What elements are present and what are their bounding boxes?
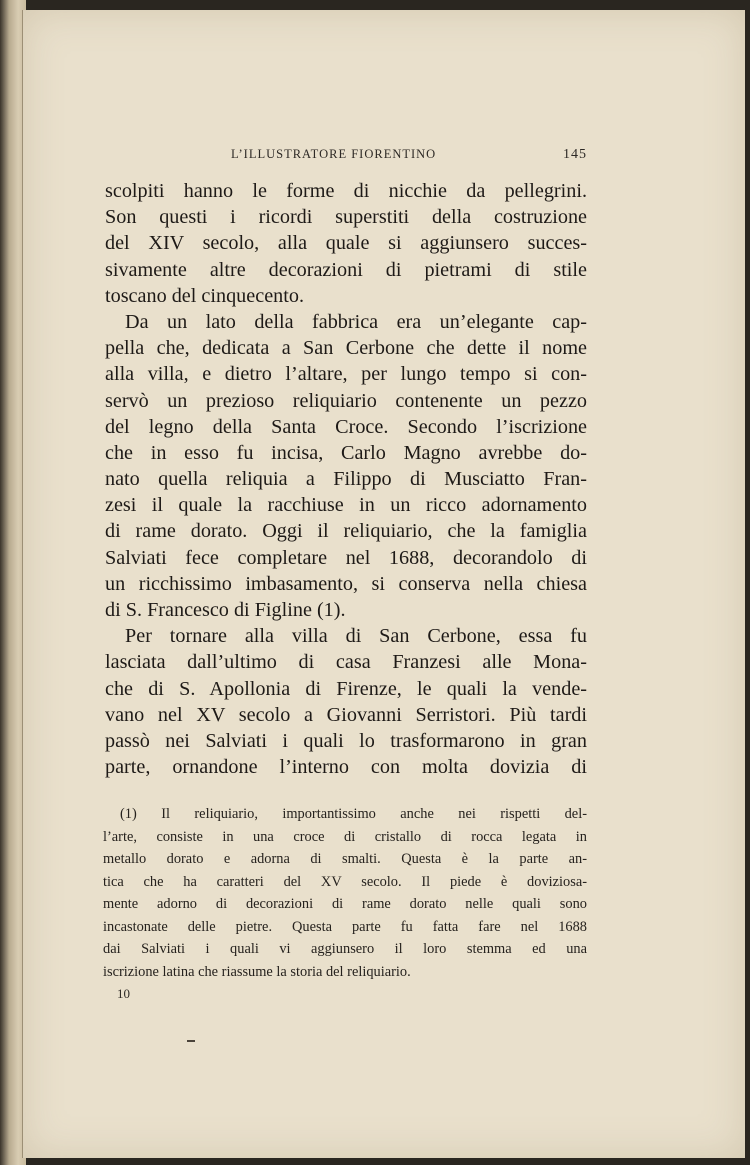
text-line: zesi il quale la racchiuse in un ricco adornamento: [105, 494, 587, 517]
text-line: alla villa, e dietro l’altare, per lungo tempo si con-: [105, 363, 587, 386]
text-line: un ricchissimo imbasamento, si conserva nella chiesa: [105, 572, 587, 595]
footnote-line: tica che ha caratteri del XV secolo. Il piede è doviziosa-: [103, 873, 587, 890]
footnote-line: (1) Il reliquiario, importantissimo anche nei rispetti del-: [120, 806, 587, 822]
footnote-line: iscrizione latina che riassume la storia del reliquiario.: [103, 963, 411, 980]
footnote-line: incastonate delle pietre. Questa parte fu fatta fare nel 1688: [103, 918, 587, 935]
footnote-line: l’arte, consiste in una croce di cristallo di rocca legata in: [103, 828, 587, 845]
main-text: [105, 178, 587, 780]
text-line: che di S. Apollonia di Firenze, le quali la vende-: [105, 677, 587, 700]
footnote: [103, 803, 587, 983]
text-line: passò nei Salviati i quali lo trasformarono in gran: [105, 729, 587, 752]
text-line: scolpiti hanno le forme di nicchie da pellegrini.: [105, 180, 587, 202]
text-line: vano nel XV secolo a Giovanni Serristori. Più tardi: [105, 703, 587, 726]
text-line: di rame dorato. Oggi il reliquiario, che la famiglia: [105, 520, 587, 543]
text-line: pella che, dedicata a San Cerbone che dette il nome: [105, 337, 587, 360]
text-line: parte, ornandone l’interno con molta dovizia di: [105, 756, 587, 779]
text-line: del legno della Santa Croce. Secondo l’iscrizione: [105, 415, 587, 438]
text-line: servò un prezioso reliquiario contenente un pezzo: [105, 389, 587, 412]
footnote-line: dai Salviati i quali vi aggiunsero il loro stemma ed una: [103, 941, 587, 957]
text-line: sivamente altre decorazioni di pietrami di stile: [105, 258, 587, 281]
text-line: Salviati fece completare nel 1688, decorandolo di: [105, 546, 587, 569]
running-header: [23, 147, 745, 163]
book-page: [22, 10, 745, 1158]
ink-speck: [187, 1040, 195, 1042]
page-number: 145: [563, 147, 587, 162]
text-line: Per tornare alla villa di San Cerbone, essa fu: [125, 625, 587, 648]
footnote-line: metallo dorato e adorna di smalti. Questa è la parte an-: [103, 851, 587, 867]
text-line: del XIV secolo, alla quale si aggiunsero succes-: [105, 232, 587, 255]
text-line: Da un lato della fabbrica era un’elegante cap-: [125, 310, 587, 333]
footnote-line: mente adorno di decorazioni di rame dorato nelle quali sono: [103, 896, 587, 912]
signature-mark: 10: [117, 986, 130, 1001]
text-line: di S. Francesco di Figline (1).: [105, 599, 346, 621]
running-title: L’ILLUSTRATORE FIORENTINO: [231, 147, 437, 161]
text-line: nato quella reliquia a Filippo di Musciatto Fran-: [105, 468, 587, 491]
text-line: toscano del cinquecento.: [105, 284, 304, 307]
text-line: che in esso fu incisa, Carlo Magno avrebbe do-: [105, 441, 587, 464]
text-line: Son questi i ricordi superstiti della costruzione: [105, 206, 587, 229]
text-line: lasciata dall’ultimo di casa Franzesi alle Mona-: [105, 651, 587, 674]
